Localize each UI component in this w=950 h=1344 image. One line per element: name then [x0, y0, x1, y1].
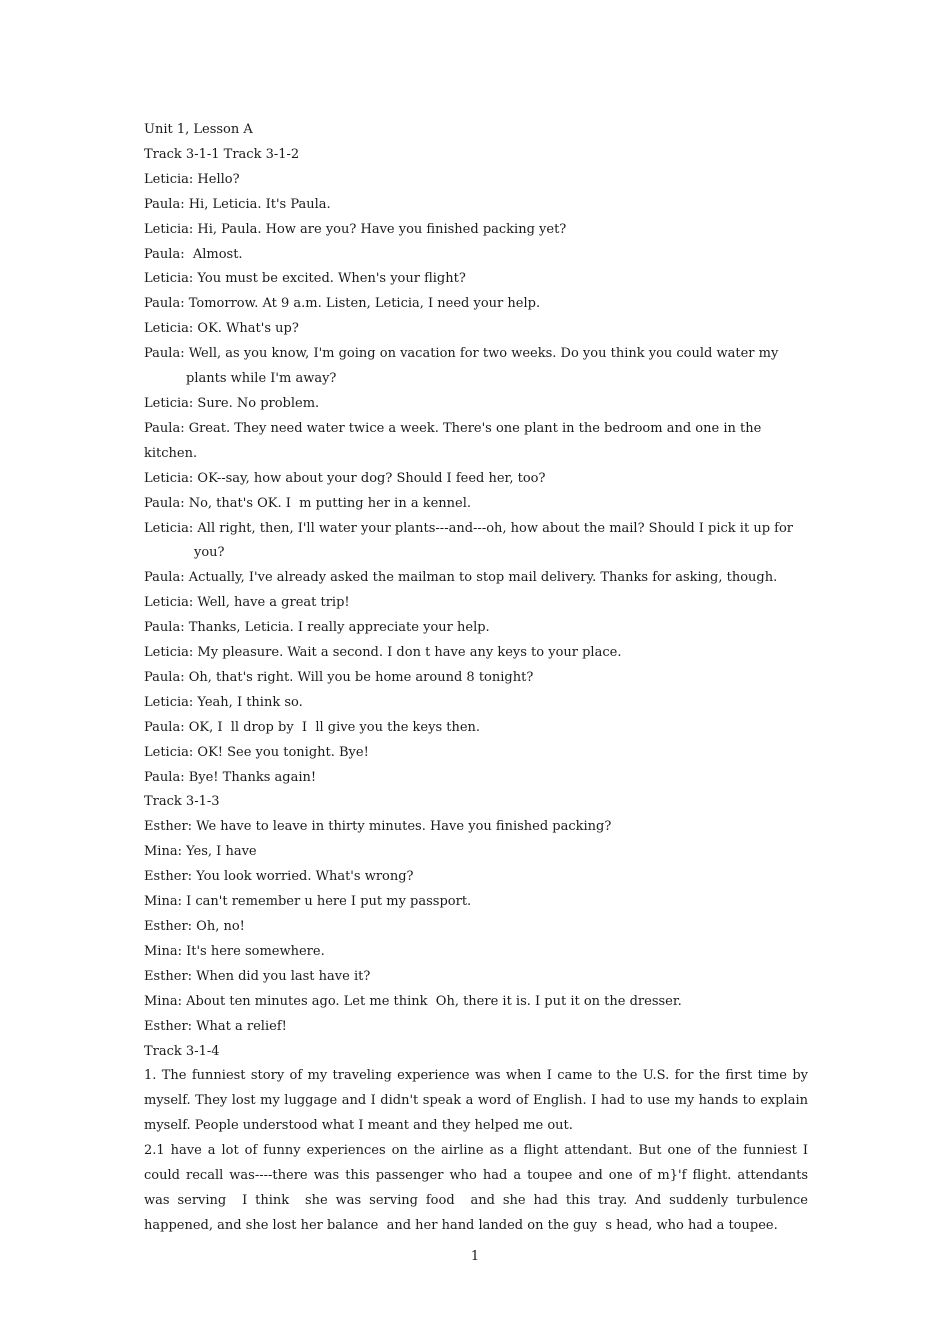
dialogue-line: Leticia: OK. What's up?	[144, 321, 299, 337]
track-heading: Track 3-1-1 Track 3-1-2	[144, 146, 300, 162]
dialogue-line: Paula: Thanks, Leticia. I really appreciate your help.	[144, 620, 490, 636]
dialogue-line: Paula: Almost.	[144, 246, 243, 262]
track-heading: Track 3-1-3	[144, 794, 220, 810]
dialogue-line: Leticia: OK--say, how about your dog? Should I feed her, too?	[144, 470, 546, 486]
transcript-body	[144, 118, 813, 1239]
dialogue-line: Leticia: Yeah, I think so.	[144, 694, 303, 710]
dialogue-line: Leticia: OK! See you tonight. Bye!	[144, 744, 369, 760]
dialogue-line: Leticia: Hello?	[144, 171, 240, 187]
dialogue-line: Mina: I can't remember u here I put my passport.	[144, 894, 472, 910]
dialogue-line: Paula: Well, as you know, I'm going on vacation for two weeks. Do you think you could water my plants while I'm away?	[144, 346, 783, 387]
dialogue-line: Leticia: Sure. No problem.	[144, 395, 320, 411]
story-paragraph: 2.1 have a lot of funny experiences on the airline as a flight attendant. But one of the funniest I could recall was----there was this passenger who had a toupee and one of m}'f flight. attendants was serving I think she was serving food and she had this tray. And suddenly turbulence happened, and she lost her balance and her hand landed on the guy s head, who had a toupee.	[144, 1143, 813, 1233]
dialogue-line: Paula: Actually, I've already asked the mailman to stop mail delivery. Thanks for asking, though.	[144, 570, 778, 586]
dialogue-line: Mina: About ten minutes ago. Let me think Oh, there it is. I put it on the dresser.	[144, 993, 682, 1009]
dialogue-line: Paula: Bye! Thanks again!	[144, 769, 317, 785]
dialogue-line: Paula: No, that's OK. I m putting her in a kennel.	[144, 495, 471, 511]
dialogue-line: Paula: OK, I ll drop by I ll give you the keys then.	[144, 719, 481, 735]
dialogue-line: Leticia: All right, then, I'll water your plants---and---oh, how about the mail? Should I pick it up for you?	[144, 520, 798, 561]
dialogue-line: Leticia: You must be excited. When's your flight?	[144, 271, 466, 287]
dialogue-line: Esther: When did you last have it?	[144, 968, 371, 984]
dialogue-line: Esther: You look worried. What's wrong?	[144, 869, 414, 885]
page-number: 1	[470, 1249, 480, 1264]
dialogue-line: Paula: Tomorrow. At 9 a.m. Listen, Leticia, I need your help.	[144, 296, 541, 312]
dialogue-line: Leticia: My pleasure. Wait a second. I don t have any keys to your place.	[144, 645, 622, 661]
dialogue-line: Paula: Oh, that's right. Will you be home around 8 tonight?	[144, 669, 534, 685]
dialogue-line: Leticia: Hi, Paula. How are you? Have you finished packing yet?	[144, 221, 567, 237]
story-paragraph: 1. The funniest story of my traveling experience was when I came to the U.S. for the first time by myself. They lost my luggage and I didn't speak a word of English. I had to use my hands to explain myself. People understood what I meant and they helped me out.	[144, 1068, 813, 1134]
dialogue-line: Esther: We have to leave in thirty minutes. Have you finished packing?	[144, 819, 612, 835]
unit-heading: Unit 1, Lesson A	[144, 122, 253, 137]
dialogue-line: Mina: It's here somewhere.	[144, 943, 325, 959]
dialogue-line: Paula: Hi, Leticia. It's Paula.	[144, 196, 331, 212]
dialogue-line: Mina: Yes, I have	[144, 844, 261, 860]
dialogue-line: Paula: Great. They need water twice a week. There's one plant in the bedroom and one in the kitchen.	[144, 420, 766, 461]
track-heading: Track 3-1-4	[144, 1043, 220, 1059]
dialogue-line: Leticia: Well, have a great trip!	[144, 595, 350, 611]
dialogue-line: Esther: Oh, no!	[144, 919, 245, 934]
dialogue-line: Esther: What a relief!	[144, 1018, 287, 1034]
